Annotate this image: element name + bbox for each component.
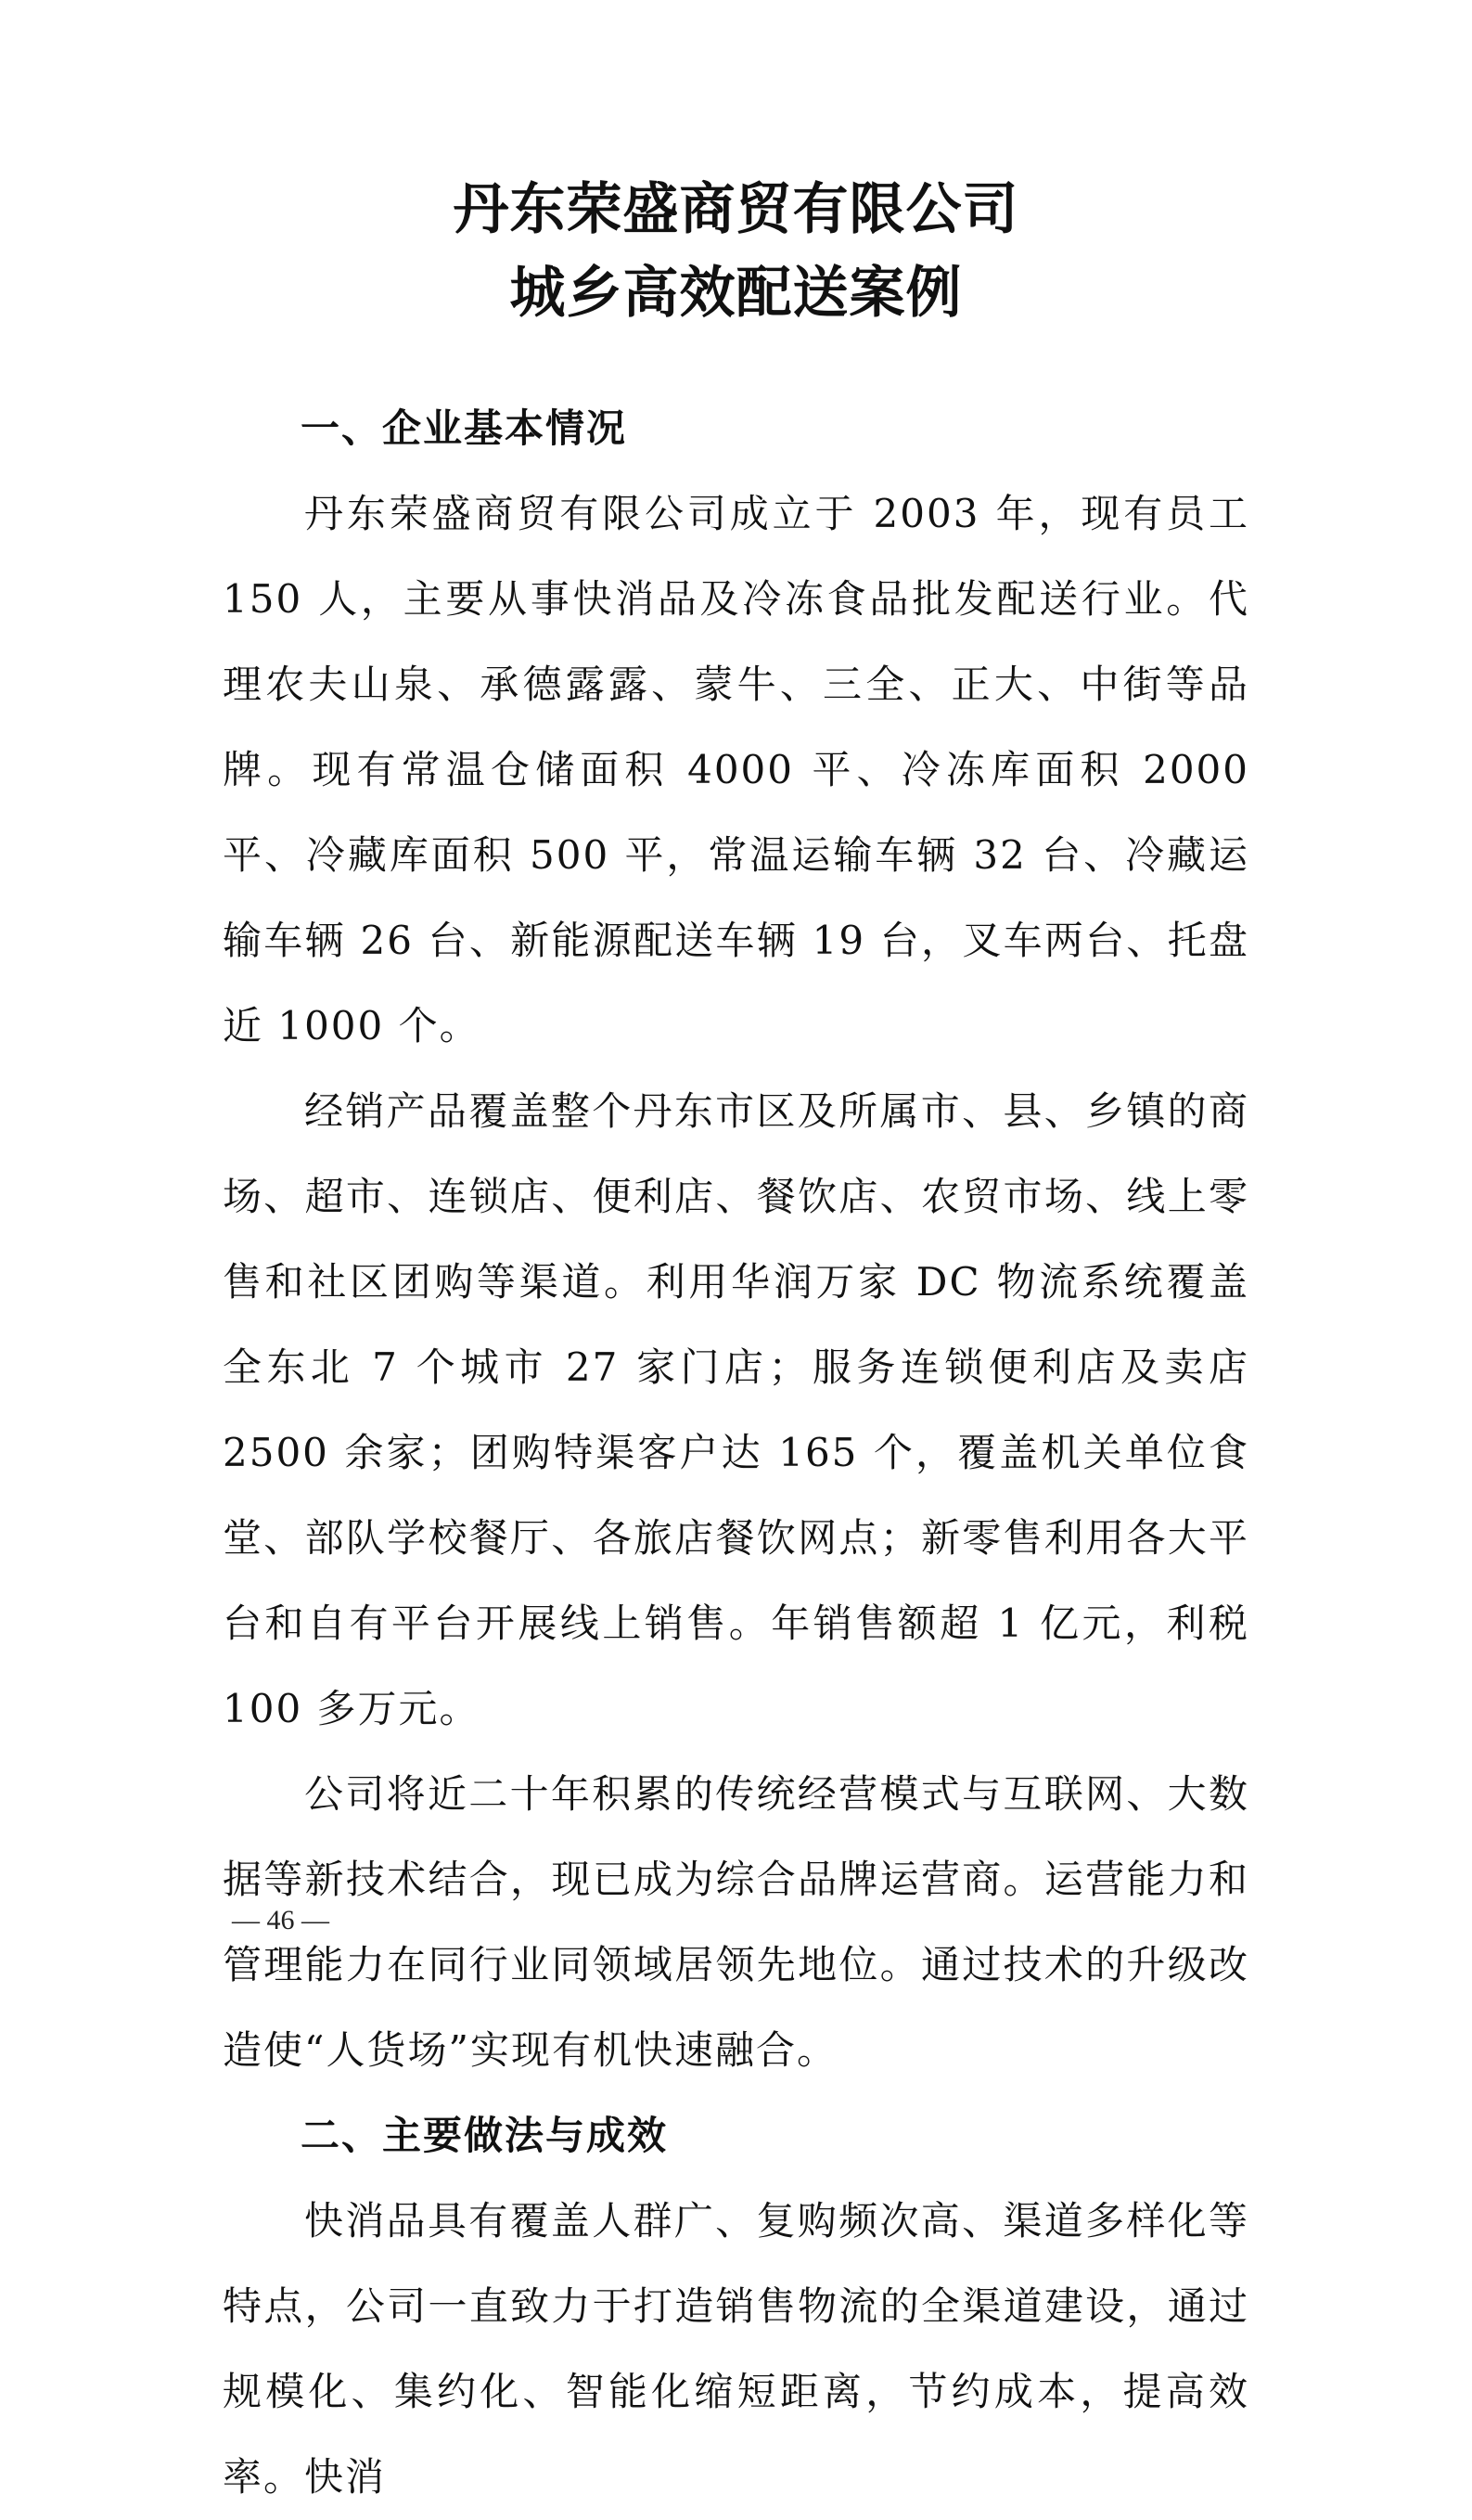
page-number: — 46 — bbox=[232, 1905, 329, 1935]
paragraph-fmcg-logistics: 快消品具有覆盖人群广、复购频次高、渠道多样化等特点，公司一直致力于打造销售物流的全渠道建设，通过规模化、集约化、智能化缩短距离，节约成本，提高效率。快消 bbox=[223, 2198, 1249, 2500]
document-body bbox=[223, 386, 1249, 2520]
document-title-line-1: 丹东荣盛商贸有限公司 bbox=[453, 177, 1019, 242]
document-title-line-2: 城乡高效配送案例 bbox=[509, 261, 963, 326]
paragraph-company-overview: 丹东荣盛商贸有限公司成立于 2003 年，现有员工 150 人，主要从事快消品及冷冻食品批发配送行业。代理农夫山泉、承德露露、蒙牛、三全、正大、中街等品牌。现有常温仓储面积 4000 平、冷冻库面积 2000 平、冷藏库面积 500 平，常温运输车辆 32 台、冷藏运输车辆 26 台、新能源配送车辆 19 台，叉车两台、托盘近 1000 个。 bbox=[223, 491, 1249, 1048]
paragraph-distribution-channels: 经销产品覆盖整个丹东市区及所属市、县、乡镇的商场、超市、连锁店、便利店、餐饮店、农贸市场、线上零售和社区团购等渠道。利用华润万家 DC 物流系统覆盖全东北 7 个城市 27 家门店；服务连锁便利店及卖店 2500 余家；团购特渠客户达 165 个，覆盖机关单位食堂、部队学校餐厅、各旅店餐饮网点；新零售利用各大平台和自有平台开展线上销售。年销售额超 1 亿元，利税 100 多万元。 bbox=[223, 1088, 1249, 1731]
section-heading-practices: 二、主要做法与成效 bbox=[301, 2113, 669, 2158]
section-heading-basic-info: 一、企业基本情况 bbox=[301, 405, 628, 451]
paragraph-business-model: 公司将近二十年积累的传统经营模式与互联网、大数据等新技术结合，现已成为综合品牌运营商。运营能力和管理能力在同行业同领域居领先地位。通过技术的升级改造使“人货场”实现有机快速融合。 bbox=[223, 1771, 1249, 2073]
